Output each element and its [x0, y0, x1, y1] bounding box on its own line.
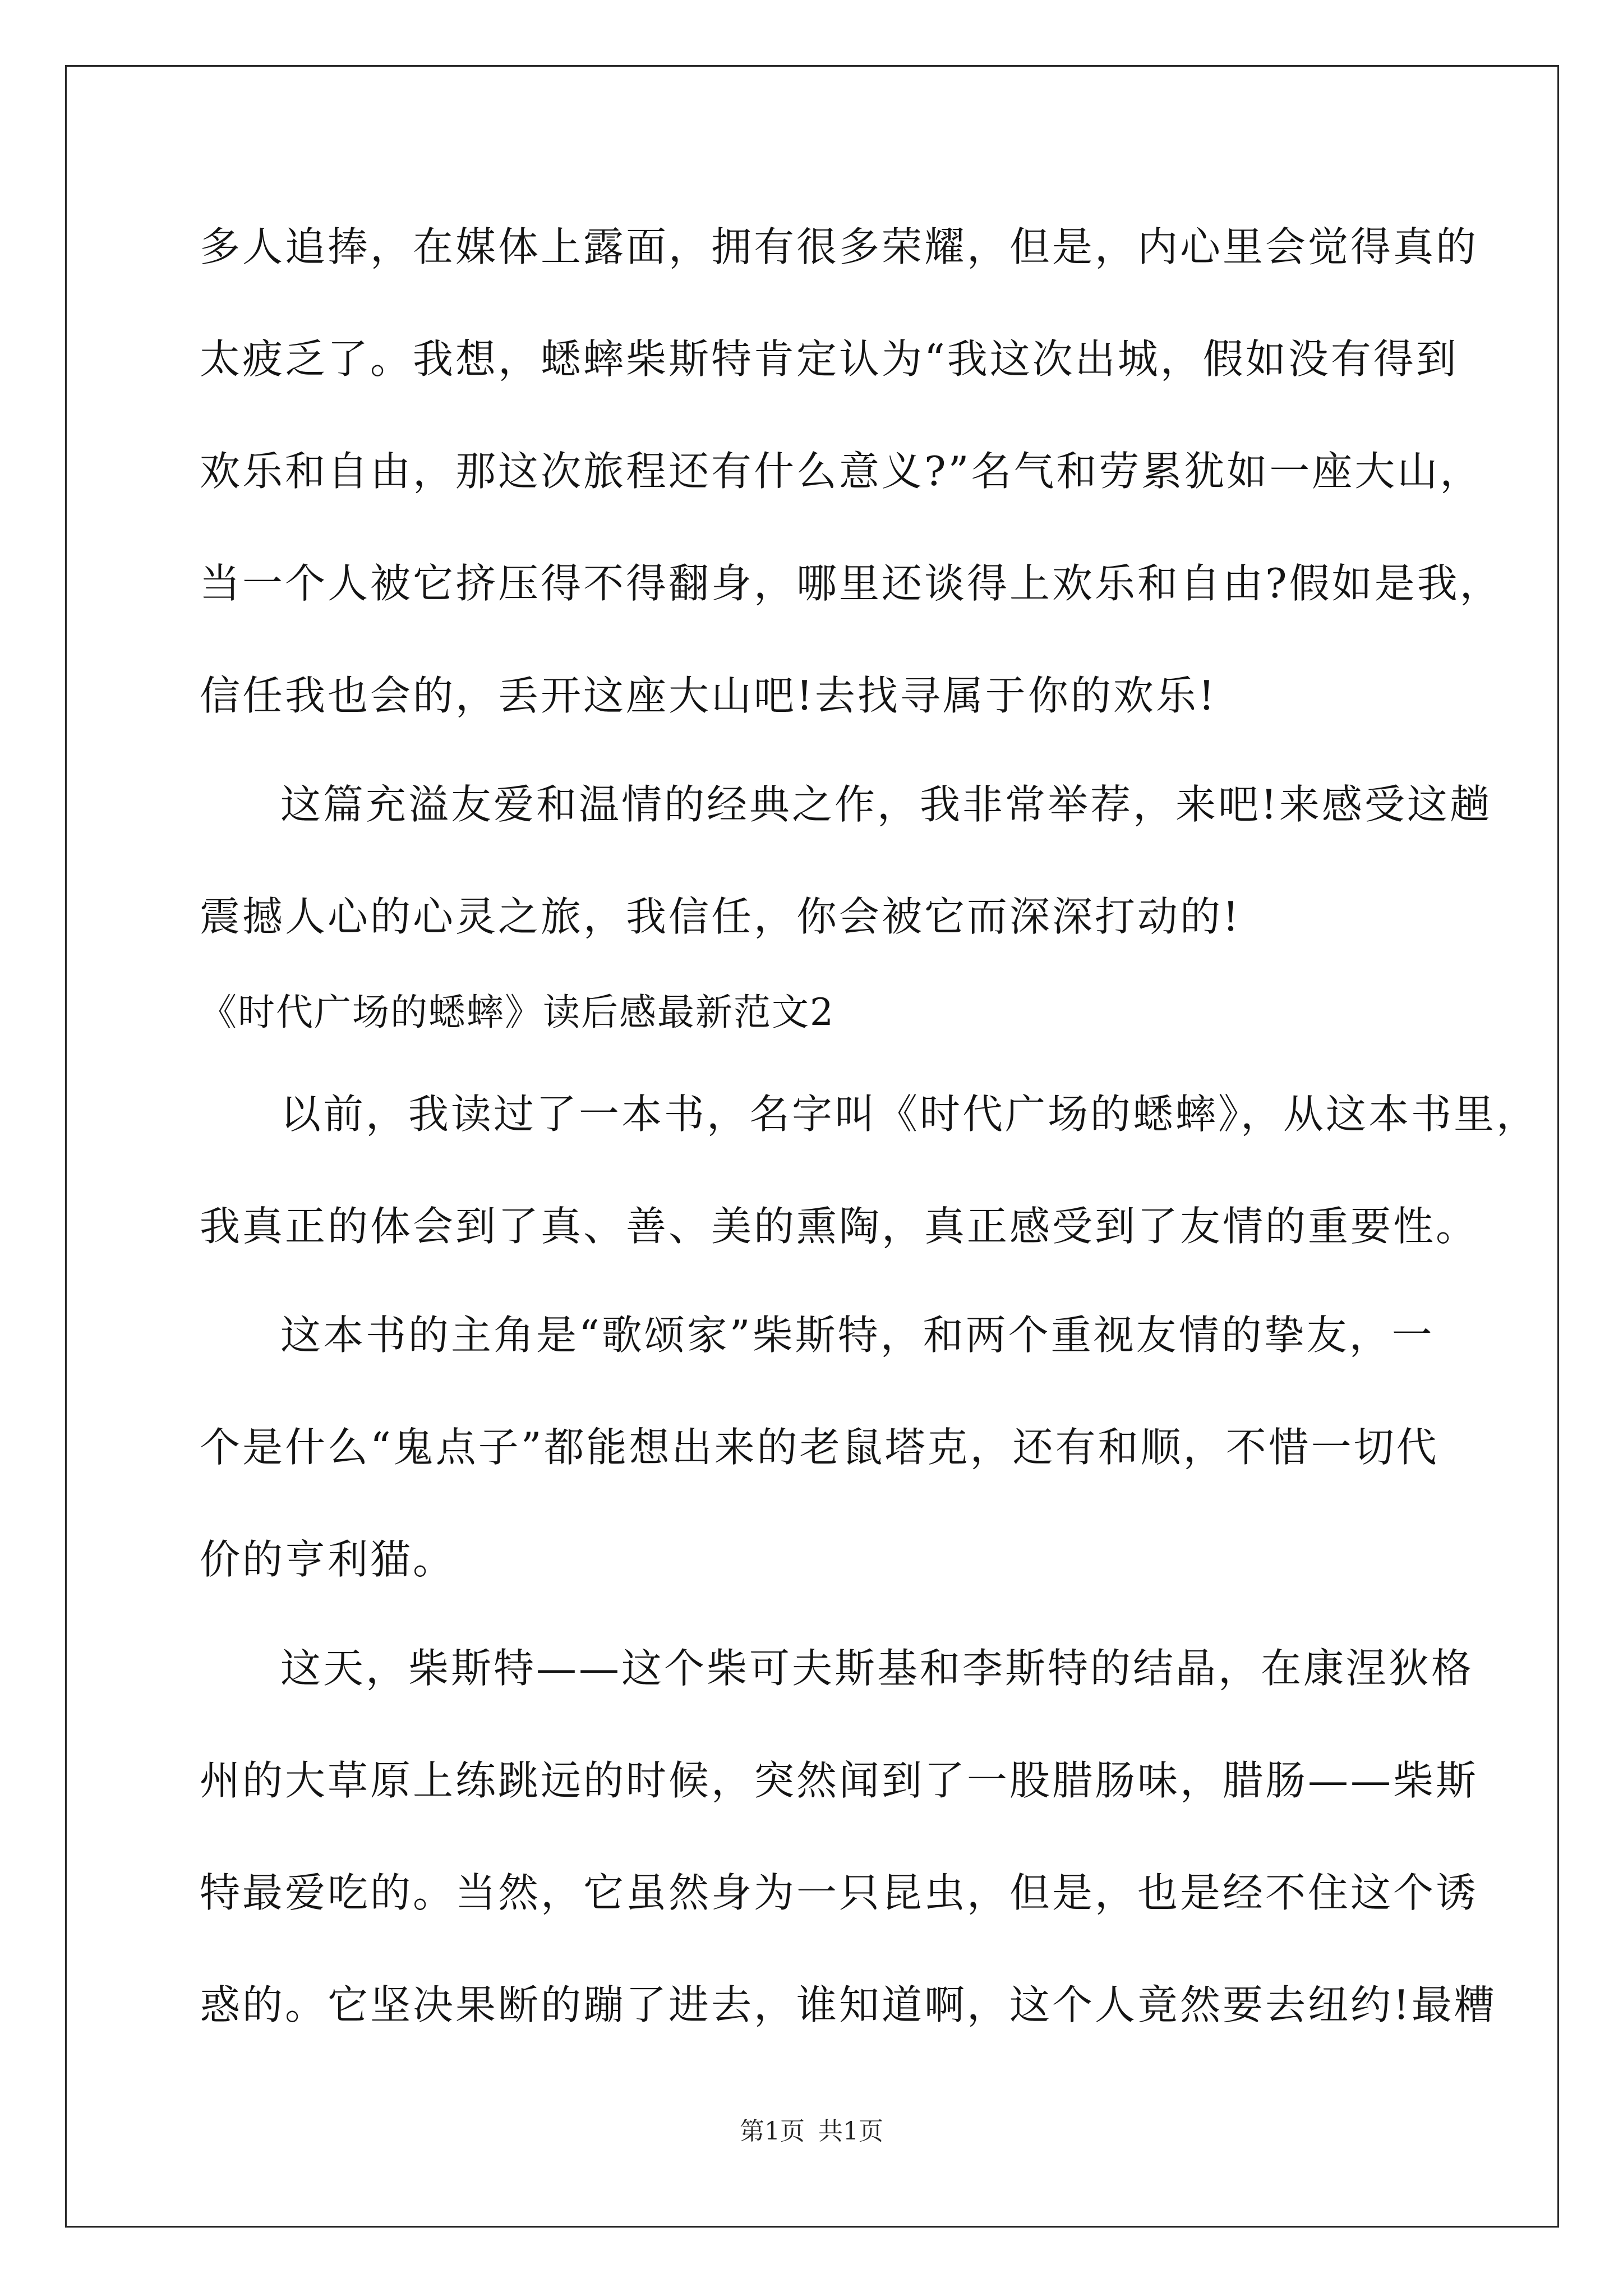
text-line: 特最爱吃的。当然，它虽然身为一只昆虫，但是，也是经不住这个诱 — [200, 1869, 1479, 1916]
page-footer: 第1页 共1页 — [740, 2117, 883, 2146]
text-line: 多人追捧，在媒体上露面，拥有很多荣耀，但是，内心里会觉得真的 — [200, 223, 1479, 270]
text-line: 州的大草原上练跳远的时候，突然闻到了一股腊肠味，腊肠——柴斯 — [200, 1757, 1479, 1804]
section-heading: 《时代广场的蟋蟀》读后感最新范文2 — [200, 991, 834, 1034]
text-line: 价的亨利猫。 — [200, 1536, 456, 1583]
text-line: 震撼人心的心灵之旅，我信任，你会被它而深深打动的! — [200, 893, 1241, 940]
text-line: 太疲乏了。我想，蟋蟀柴斯特肯定认为“我这次出城，假如没有得到 — [200, 335, 1459, 383]
paragraph-start-line: 以前，我读过了一本书，名字叫《时代广场的蟋蟀》，从这本书里， — [280, 1091, 1539, 1138]
paragraph-start-line: 这篇充溢友爱和温情的经典之作，我非常举荐，来吧!来感受这趟 — [280, 781, 1492, 828]
text-line: 当一个人被它挤压得不得翻身，哪里还谈得上欢乐和自由?假如是我， — [200, 560, 1502, 607]
paragraph-start-line: 这天，柴斯特——这个柴可夫斯基和李斯特的结晶，在康涅狄格 — [280, 1645, 1474, 1692]
text-line: 信任我也会的，丢开这座大山吧!去找寻属于你的欢乐! — [200, 672, 1217, 719]
paragraph-start-line: 这本书的主角是“歌颂家”柴斯特，和两个重视友情的挚友，一 — [280, 1312, 1435, 1359]
text-line: 个是什么“鬼点子”都能想出来的老鼠塔克，还有和顺，不惜一切代 — [200, 1424, 1439, 1471]
text-line: 惑的。它坚决果断的蹦了进去，谁知道啊，这个人竟然要去纽约!最糟 — [200, 1981, 1497, 2028]
text-line: 欢乐和自由，那这次旅程还有什么意义?”名气和劳累犹如一座大山， — [200, 448, 1483, 495]
text-line: 我真正的体会到了真、善、美的熏陶，真正感受到了友情的重要性。 — [200, 1203, 1479, 1250]
